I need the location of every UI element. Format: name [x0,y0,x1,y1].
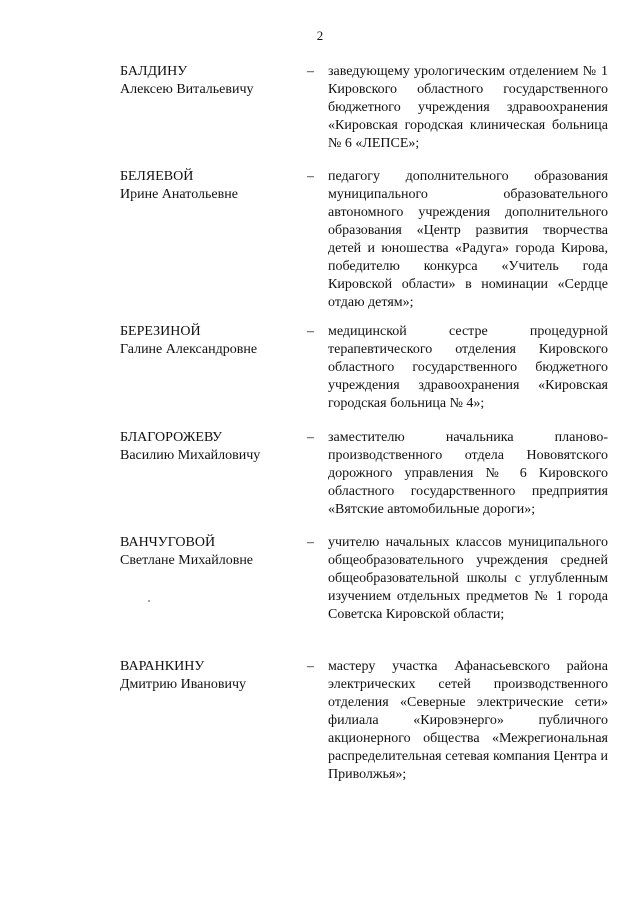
recipient-name [120,63,300,99]
dash-separator: – [307,659,314,674]
recipient-position: заместителю начальника планово-производственного отдела Нововятского дорожного управления № 6 Кировского областного государственного предприятия «Вятские автомобильные дороги»; [328,430,608,517]
recipient-surname: ВАНЧУГОВОЙ [120,535,216,550]
recipient-position: педагогу дополнительного образования муниципального образовательного автономного учреждения дополнительного образования «Центр развития творчества детей и юношества «Радуга» города Кирова, победителю конкурса «Учитель года Кировской области» в номинации «Сердце отдаю детям»; [328,169,608,310]
dash-separator: – [307,169,314,184]
recipient-surname: БЕЛЯЕВОЙ [120,169,194,184]
recipient-position: учителю начальных классов муниципального общеобразовательного учреждения средней общеобразовательной школы с углубленным изучением отдельных предметов № 1 города Советска Кировской области; [328,535,608,622]
recipient-position: мастеру участка Афанасьевского района электрических сетей производственного отделения «Северные электрические сети» филиала «Кировэнерго» публичного акционерного общества «Межрегиональная распределительная сетевая компания Центра и Приволжья»; [328,659,608,782]
recipient-position: медицинской сестре процедурной терапевтического отделения Кировского областного государственного бюджетного учреждения здравоохранения «Кировская городская больница № 4»; [328,324,608,411]
recipient-name [120,323,300,359]
recipient-name [120,534,300,570]
recipient-surname: БЕРЕЗИНОЙ [120,324,201,339]
recipient-name [120,658,300,694]
recipient-given-names: Василию Михайловичу [120,448,261,463]
dash-separator: – [307,430,314,445]
recipient-surname: БАЛДИНУ [120,64,188,79]
recipient-given-names: Галине Александровне [120,342,258,357]
recipient-given-names: Светлане Михайловне [120,553,254,568]
recipient-name [120,429,300,465]
dash-separator: – [307,535,314,550]
recipient-surname: БЛАГОРОЖЕВУ [120,430,223,445]
dash-separator: – [307,64,314,79]
recipient-given-names: Дмитрию Ивановичу [120,677,247,692]
scan-speck [148,600,150,602]
recipient-surname: ВАРАНКИНУ [120,659,205,674]
page-number: 2 [316,28,324,43]
recipient-given-names: Ирине Анатольевне [120,187,238,202]
recipient-position: заведующему урологическим отделением № 1 Кировского областного государственного бюджетного учреждения здравоохранения «Кировская городская клиническая больница № 6 «ЛЕПСЕ»; [328,64,608,151]
dash-separator: – [307,324,314,339]
recipient-name [120,168,300,204]
recipient-given-names: Алексею Витальевичу [120,82,254,97]
